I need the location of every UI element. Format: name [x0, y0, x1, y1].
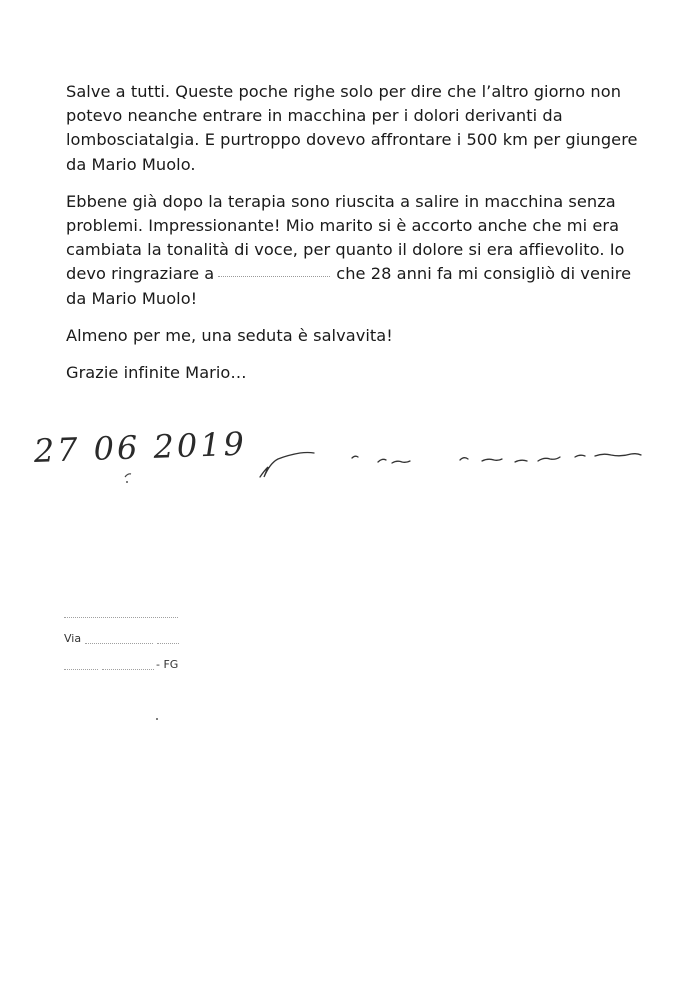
paragraph-therapy-end: che 28 anni fa mi consigliò di venire da Mario Muolo! [66, 264, 632, 308]
redacted-name [218, 262, 330, 277]
paragraph-therapy [66, 190, 646, 311]
redacted-street [85, 635, 153, 644]
address-province: - FG [156, 658, 179, 671]
paragraph-thanks: Grazie infinite Mario… [66, 363, 247, 383]
redacted-postcode [64, 661, 98, 670]
address-street-prefix: Via [64, 632, 82, 645]
redacted-street-number [157, 635, 179, 644]
paragraph-therapy-start: Ebbene già dopo la terapia sono riuscita a salire in macchina senza problemi. Impressionante! Mio marito si è accorto anche che mi era cambiata la tonalità di voce, per quanto il dolore si era affievolito. Io devo ringraziare a [66, 191, 625, 284]
address-city-line [64, 652, 179, 678]
address-name-line [64, 600, 179, 626]
paragraph-lifesaver: Almeno per me, una seduta è salvavita! [66, 325, 393, 345]
address-street-line [64, 626, 179, 652]
date-ink-mark [125, 474, 131, 477]
ink-speck [156, 718, 158, 720]
redacted-city [102, 661, 154, 670]
sender-address [64, 600, 179, 678]
letter-body [66, 80, 646, 398]
paragraph-intro: Salve a tutti. Queste poche righe solo per dire che l’altro giorno non potevo neanche entrare in macchina per i dolori derivanti da lombosciatalgia. E purtroppo dovevo affrontare i 500 km per giungere da Mario Muolo. [66, 82, 638, 174]
redacted-sender-name [64, 609, 178, 618]
signature [260, 453, 641, 478]
handwritten-date: 27 06 2019 [33, 425, 248, 470]
handwriting-area [30, 425, 670, 495]
ink-speck [126, 481, 128, 483]
